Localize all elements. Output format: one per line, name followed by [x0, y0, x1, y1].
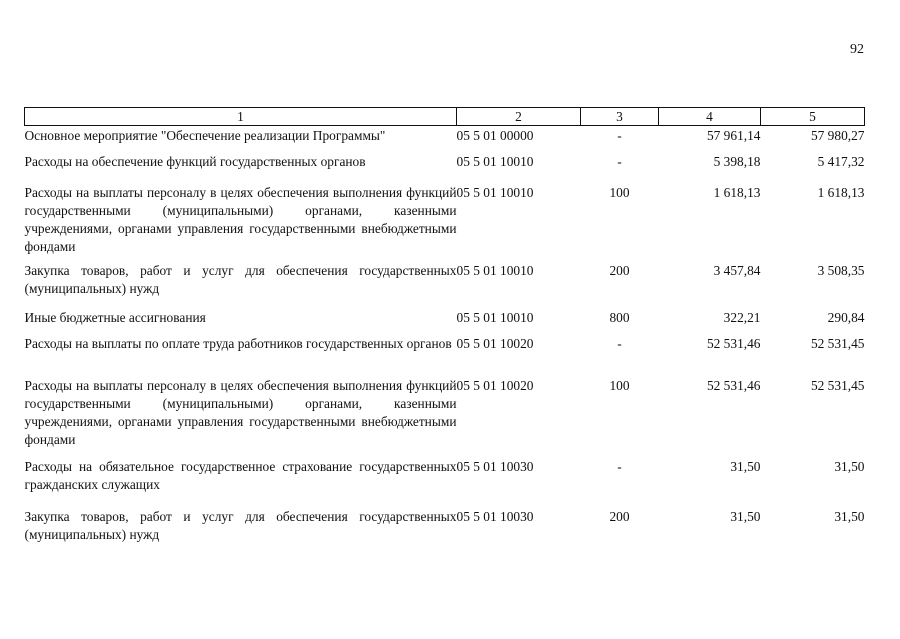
table-row — [25, 375, 865, 456]
row-code: 05 5 01 10010 — [456, 154, 534, 169]
row-value-col5: 52 531,45 — [810, 336, 865, 351]
row-expense-type: - — [617, 336, 622, 351]
table-row — [25, 182, 865, 260]
row-expense-type: 100 — [609, 378, 630, 393]
row-expense-type: - — [617, 154, 622, 169]
table-row — [25, 260, 865, 307]
column-header-4: 4 — [659, 108, 761, 126]
row-value-col4: 52 531,46 — [706, 378, 761, 393]
column-header-5: 5 — [761, 108, 865, 126]
row-value-col5: 31,50 — [834, 459, 865, 474]
table-row — [25, 506, 865, 548]
row-value-col4: 31,50 — [730, 509, 761, 524]
row-value-col4: 1 618,13 — [713, 185, 761, 200]
row-code: 05 5 01 10030 — [456, 459, 534, 474]
row-expense-type: 200 — [609, 263, 630, 278]
row-name: Расходы на выплаты персоналу в целях обеспечения выполнения функций государственными (муниципальными) органами, казенными учреждениями, органами управления государственными внебюджетными фондами — [24, 185, 457, 254]
row-value-col5: 31,50 — [834, 509, 865, 524]
row-code: 05 5 01 10010 — [456, 263, 534, 278]
row-name: Расходы на выплаты по оплате труда работников государственных органов — [24, 336, 452, 351]
column-header-2: 2 — [457, 108, 581, 126]
row-name: Расходы на обеспечение функций государственных органов — [24, 154, 366, 169]
column-header-1: 1 — [25, 108, 457, 126]
table-row — [25, 456, 865, 506]
row-name: Иные бюджетные ассигнования — [24, 310, 206, 325]
row-value-col4: 52 531,46 — [706, 336, 761, 351]
table-row — [25, 307, 865, 333]
row-expense-type: 200 — [609, 509, 630, 524]
row-code: 05 5 01 10030 — [456, 509, 534, 524]
table-row — [25, 126, 865, 152]
row-name: Закупка товаров, работ и услуг для обеспечения государственных (муниципальных) нужд — [24, 509, 457, 542]
row-code: 05 5 01 10020 — [456, 336, 534, 351]
row-code: 05 5 01 10020 — [456, 378, 534, 393]
header-row — [25, 108, 865, 126]
row-value-col4: 57 961,14 — [706, 128, 761, 143]
row-value-col4: 322,21 — [723, 310, 761, 325]
row-value-col5: 57 980,27 — [810, 128, 865, 143]
row-value-col4: 3 457,84 — [713, 263, 761, 278]
row-value-col5: 52 531,45 — [810, 378, 865, 393]
row-code: 05 5 01 00000 — [456, 128, 534, 143]
row-expense-type: 800 — [609, 310, 630, 325]
table-row — [25, 151, 865, 182]
row-code: 05 5 01 10010 — [456, 185, 534, 200]
row-name: Основное мероприятие "Обеспечение реализации Программы" — [24, 128, 386, 143]
row-name: Закупка товаров, работ и услуг для обеспечения государственных (муниципальных) нужд — [24, 263, 457, 296]
row-expense-type: - — [617, 128, 622, 143]
row-expense-type: 100 — [609, 185, 630, 200]
row-expense-type: - — [617, 459, 622, 474]
row-value-col4: 31,50 — [730, 459, 761, 474]
page-number: 92 — [850, 42, 864, 57]
row-name: Расходы на выплаты персоналу в целях обеспечения выполнения функций государственными (муниципальными) органами, казенными учреждениями, органами управления государственными внебюджетными фондами — [24, 378, 457, 447]
table-header — [25, 108, 865, 126]
budget-table — [24, 107, 865, 548]
row-code: 05 5 01 10010 — [456, 310, 534, 325]
row-value-col5: 1 618,13 — [817, 185, 865, 200]
row-value-col5: 3 508,35 — [817, 263, 865, 278]
column-header-3: 3 — [581, 108, 659, 126]
table-row — [25, 333, 865, 375]
row-value-col5: 5 417,32 — [817, 154, 865, 169]
row-value-col5: 290,84 — [827, 310, 865, 325]
row-value-col4: 5 398,18 — [713, 154, 761, 169]
row-name: Расходы на обязательное государственное страхование государственных гражданских служащих — [24, 459, 457, 492]
